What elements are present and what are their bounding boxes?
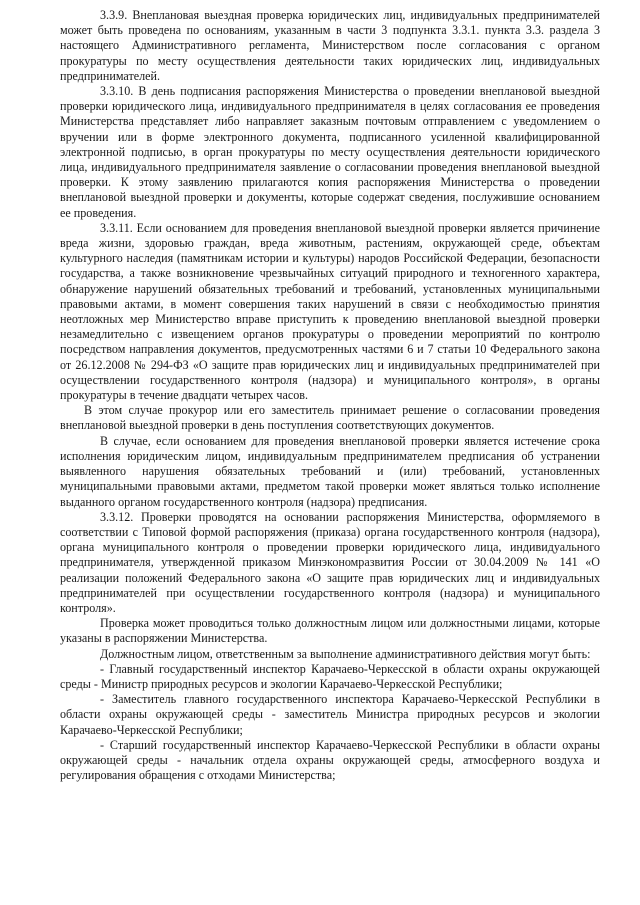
list-item-chief-inspector: - Главный государственный инспектор Карачаево-Черкесской в области охраны окружающей среды - Министр природных ресурсов и экологии Карачаево-Черкесской Республики; — [60, 661, 600, 691]
paragraph-3-3-12: 3.3.12. Проверки проводятся на основании распоряжения Министерства, оформляемого в соответствии с Типовой формой распоряжения (приказа) органа государственного контроля (надзора), органа муниципального контроля о проведении проверки юридического лица, индивидуального предпринимателя, утвержденной приказом Минэкономразвития России от 30.04.2009 № 141 «О реализации положений Федерального закона «О защите прав юридических лиц и индивидуальных предпринимателей при осуществлении государственного контроля (надзора) и муниципального контроля». — [60, 509, 600, 615]
document-page — [60, 8, 600, 783]
list-item-deputy-chief-inspector: - Заместитель главного государственного инспектора Карачаево-Черкесской Республики в области охраны окружающей среды - заместитель Министра природных ресурсов и экологии Карачаево-Черкесской Республики; — [60, 692, 600, 737]
paragraph-3-3-10: 3.3.10. В день подписания распоряжения Министерства о проведении внеплановой выездной проверки юридического лица, индивидуального предпринимателя в целях согласования ее проведения Министерства представляет либо направляет заказным почтовым отправлением с уведомлением о вручении или в форме электронного документа, подписанного усиленной квалифицированной электронной подписью, в орган прокуратуры по месту осуществления деятельности юридического лица, индивидуального предпринимателя заявление о согласовании проведения внеплановой выездной проверки. К этому заявлению прилагаются копия распоряжения Министерства о проведении внеплановой выездной проверки и документы, которые содержат сведения, послужившие основанием ее проведения. — [60, 84, 600, 220]
paragraph-3-3-11: 3.3.11. Если основанием для проведения внеплановой выездной проверки является причинение вреда жизни, здоровью граждан, вреда животным, растениям, окружающей среде, объектам культурного наследия (памятникам истории и культуры) народов Российской Федерации, безопасности государства, а также возникновение чрезвычайных ситуаций природного и техногенного характера, обнаружение нарушений обязательных требований и требований, установленных муниципальными правовыми актами, в момент совершения таких нарушений в связи с необходимостью принятия неотложных мер Министерство вправе приступить к проведению внеплановой выездной проверки незамедлительно с извещением органов прокуратуры о проведении мероприятий по контролю посредством направления документов, предусмотренных частями 6 и 7 статьи 10 Федерального закона от 26.12.2008 № 294-ФЗ «О защите прав юридических лиц и индивидуальных предпринимателей при осуществлении государственного контроля (надзора) и муниципального контроля», в органы прокуратуры в течение двадцати четырех часов. — [60, 220, 600, 403]
paragraph-prescription-expiry: В случае, если основанием для проведения внеплановой проверки является истечение срока исполнения юридическим лицом, индивидуальным предпринимателем предписания об устранении выявленного нарушения обязательных требований и (или) требований, установленных муниципальными правовыми актами, предметом такой проверки может являться только исполнение выданного органом государственного контроля (надзора) предписания. — [60, 433, 600, 509]
list-item-senior-inspector: - Старший государственный инспектор Карачаево-Черкесской Республики в области охраны окружающей среды - начальник отдела охраны окружающей среды, атмосферного воздуха и регулирования обращения с отходами Министерства; — [60, 737, 600, 783]
paragraph-prosecutor-decision: В этом случае прокурор или его заместитель принимает решение о согласовании проведения внеплановой выездной проверки в день поступления соответствующих документов. — [60, 403, 600, 433]
paragraph-inspection-officials: Проверка может проводиться только должностным лицом или должностными лицами, которые указаны в распоряжении Министерства. — [60, 616, 600, 646]
paragraph-responsible-officials: Должностным лицом, ответственным за выполнение административного действия могут быть: — [100, 646, 591, 661]
paragraph-3-3-9: 3.3.9. Внеплановая выездная проверка юридических лиц, индивидуальных предпринимателей может быть проведена по основаниям, указанным в части 3 подпункта 3.3.1. пункта 3.3. раздела 3 настоящего Административного регламента, Министерством после согласования с органом прокуратуры по месту осуществления деятельности таких юридических лиц, индивидуальных предпринимателей. — [60, 8, 600, 83]
